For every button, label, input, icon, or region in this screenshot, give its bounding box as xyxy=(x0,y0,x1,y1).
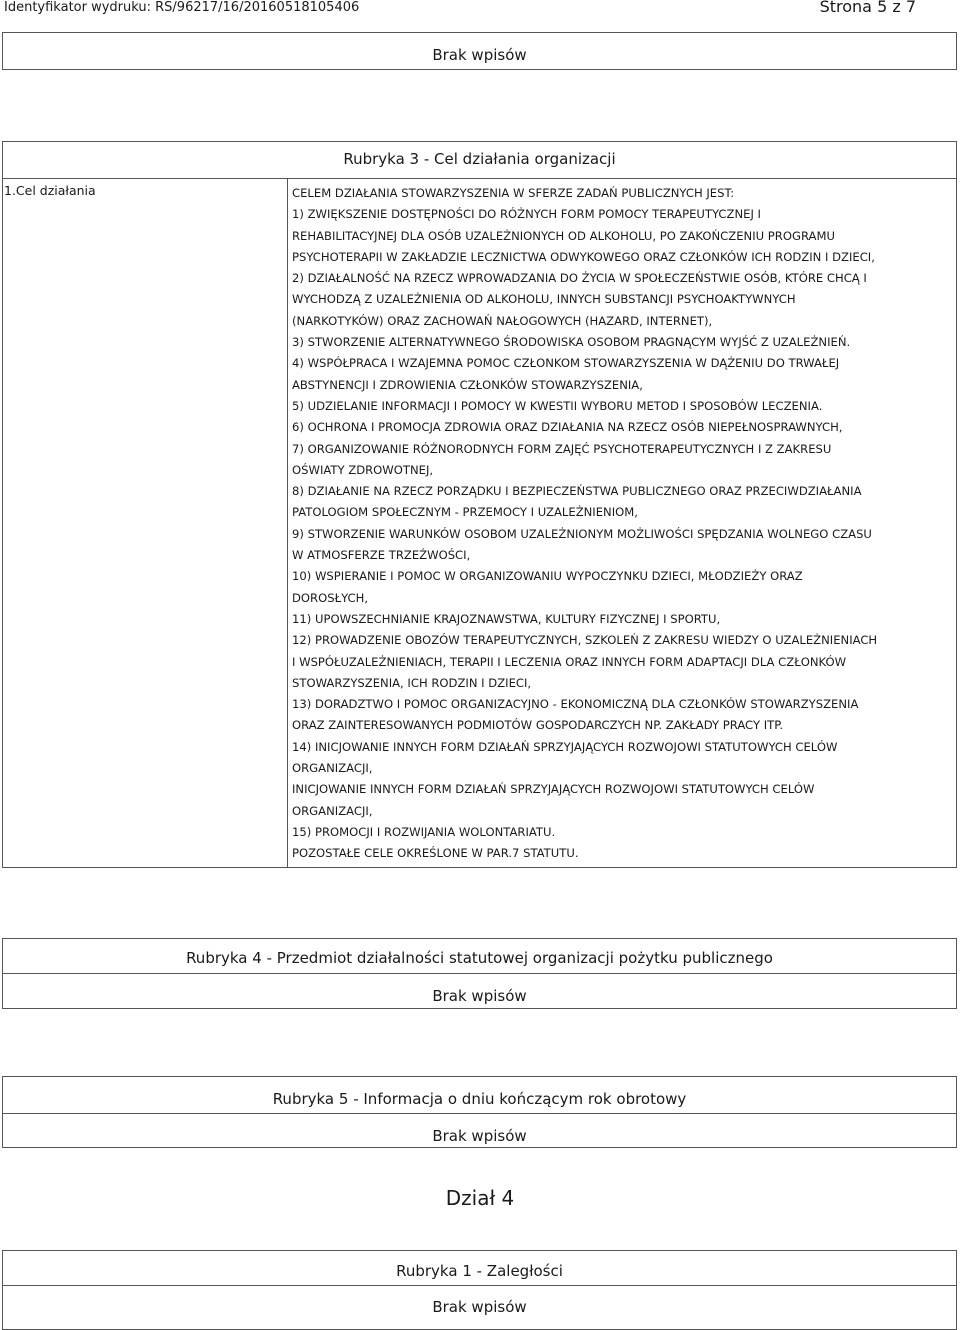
goal-line: 14) INICJOWANIE INNYCH FORM DZIAŁAŃ SPRZYJAJĄCYCH ROZWOJOWI STATUTOWYCH CELÓW xyxy=(292,739,838,754)
goal-line: 15) PROMOCJI I ROZWIJANIA WOLONTARIATU. xyxy=(292,824,556,839)
goal-line: STOWARZYSZENIA, ICH RODZIN I DZIECI, xyxy=(292,675,532,690)
rubryka-1-box xyxy=(2,1250,957,1330)
goal-line: PATOLOGIOM SPOŁECZNYM - PRZEMOCY I UZALEŻNIENIOM, xyxy=(292,505,638,520)
rubryka-5-box xyxy=(2,1076,957,1148)
rubryka-3-title: Rubryka 3 - Cel działania organizacji xyxy=(343,150,616,168)
goal-line: ABSTYNENCJI I ZDROWIENIA CZŁONKÓW STOWARZYSZENIA, xyxy=(292,377,643,392)
goal-line: WYCHODZĄ Z UZALEŻNIENIA OD ALKOHOLU, INNYCH SUBSTANCJI PSYCHOAKTYWNYCH xyxy=(292,292,796,307)
goal-line: W ATMOSFERZE TRZEŹWOŚCI, xyxy=(292,548,471,563)
page-number: Strona 5 z 7 xyxy=(819,0,916,16)
label-cell xyxy=(2,178,288,868)
rubryka-1-text: Brak wpisów xyxy=(432,1298,527,1316)
goal-line: 5) UDZIELANIE INFORMACJI I POMOCY W KWESTII WYBORU METOD I SPOSOBÓW LECZENIA. xyxy=(292,398,823,413)
top-box xyxy=(2,32,957,70)
rubryka-4-title: Rubryka 4 - Przedmiot działalności statutowej organizacji pożytku publicznego xyxy=(186,949,773,967)
rubryka-4-box xyxy=(2,938,957,1009)
goal-line: 12) PROWADZENIE OBOZÓW TERAPEUTYCZNYCH, SZKOLEŃ Z ZAKRESU WIEDZY O UZALEŻNIENIACH xyxy=(292,633,878,648)
goal-line: OŚWIATY ZDROWOTNEJ, xyxy=(292,462,434,477)
goal-line: CELEM DZIAŁANIA STOWARZYSZENIA W SFERZE ZADAŃ PUBLICZNYCH JEST: xyxy=(292,186,735,200)
goal-line: 3) STWORZENIE ALTERNATYWNEGO ŚRODOWISKA OSOBOM PRAGNĄCYM WYJŚĆ Z UZALEŻNIEŃ. xyxy=(292,335,851,350)
goal-line: REHABILITACYJNEJ DLA OSÓB UZALEŻNIONYCH OD ALKOHOLU, PO ZAKOŃCZENIU PROGRAMU xyxy=(292,228,835,243)
dzial-4-title: Dział 4 xyxy=(445,1186,515,1210)
goal-line: 8) DZIAŁANIE NA RZECZ PORZĄDKU I BEZPIECZEŃSTWA PUBLICZNEGO ORAZ PRZECIWDZIAŁANIA xyxy=(292,484,862,499)
goal-line: ORAZ ZAINTERESOWANYCH PODMIOTÓW GOSPODARCZYCH NP. ZAKŁADY PRACY ITP. xyxy=(292,718,784,733)
goal-line: ORGANIZACJI, xyxy=(292,761,373,776)
goal-line: (NARKOTYKÓW) ORAZ ZACHOWAŃ NAŁOGOWYCH (HAZARD, INTERNET), xyxy=(292,313,713,328)
rubryka-5-title: Rubryka 5 - Informacja o dniu kończącym rok obrotowy xyxy=(272,1090,687,1108)
top-box-text: Brak wpisów xyxy=(432,46,527,64)
goal-label: 1.Cel działania xyxy=(4,183,96,198)
goal-line: 6) OCHRONA I PROMOCJA ZDROWIA ORAZ DZIAŁANIA NA RZECZ OSÓB NIEPEŁNOSPRAWNYCH, xyxy=(292,420,843,435)
rubryka-5-divider xyxy=(3,1113,956,1114)
rubryka-1-divider xyxy=(3,1285,956,1286)
goal-line: PSYCHOTERAPII W ZAKŁADZIE LECZNICTWA ODWYKOWEGO ORAZ CZŁONKÓW ICH RODZIN I DZIECI, xyxy=(292,249,875,264)
goal-line: I WSPÓŁUZALEŻNIENIACH, TERAPII I LECZENIA ORAZ INNYCH FORM ADAPTACJI DLA CZŁONKÓW xyxy=(292,654,847,669)
goal-line: ORGANIZACJI, xyxy=(292,803,373,818)
goal-line: 10) WSPIERANIE I POMOC W ORGANIZOWANIU WYPOCZYNKU DZIECI, MŁODZIEŻY ORAZ xyxy=(292,569,803,584)
goal-line: 2) DZIAŁALNOŚĆ NA RZECZ WPROWADZANIA DO ŻYCIA W SPOŁECZEŃSTWIE OSÓB, KTÓRE CHCĄ I xyxy=(292,271,867,286)
goal-line: 1) ZWIĘKSZENIE DOSTĘPNOŚCI DO RÓŻNYCH FORM POMOCY TERAPEUTYCZNEJ I xyxy=(292,207,761,222)
rubryka-5-text: Brak wpisów xyxy=(432,1127,527,1145)
goal-line: 13) DORADZTWO I POMOC ORGANIZACYJNO - EKONOMICZNĄ DLA CZŁONKÓW STOWARZYSZENIA xyxy=(292,697,859,712)
rubryka-4-divider xyxy=(3,973,956,974)
goal-line: POZOSTAŁE CELE OKREŚLONE W PAR.7 STATUTU. xyxy=(292,846,579,861)
goal-line: 11) UPOWSZECHNIANIE KRAJOZNAWSTWA, KULTURY FIZYCZNEJ I SPORTU, xyxy=(292,611,721,626)
goals-list xyxy=(292,183,954,865)
goal-line: 9) STWORZENIE WARUNKÓW OSOBOM UZALEŻNIONYM MOŻLIWOŚCI SPĘDZANIA WOLNEGO CZASU xyxy=(292,526,872,541)
goal-line: 4) WSPÓŁPRACA I WZAJEMNA POMOC CZŁONKOM STOWARZYSZENIA W DĄŻENIU DO TRWAŁEJ xyxy=(292,356,840,371)
goal-line: INICJOWANIE INNYCH FORM DZIAŁAŃ SPRZYJAJĄCYCH ROZWOJOWI STATUTOWYCH CELÓW xyxy=(292,782,815,797)
rubryka-4-text: Brak wpisów xyxy=(432,987,527,1005)
goal-line: 7) ORGANIZOWANIE RÓŻNORODNYCH FORM ZAJĘĆ PSYCHOTERAPEUTYCZNYCH I Z ZAKRESU xyxy=(292,441,832,456)
goal-line: DOROSŁYCH, xyxy=(292,590,369,605)
print-identifier: Identyfikator wydruku: RS/96217/16/20160518105406 xyxy=(4,0,360,15)
rubryka-1-title: Rubryka 1 - Zaległości xyxy=(396,1262,563,1280)
